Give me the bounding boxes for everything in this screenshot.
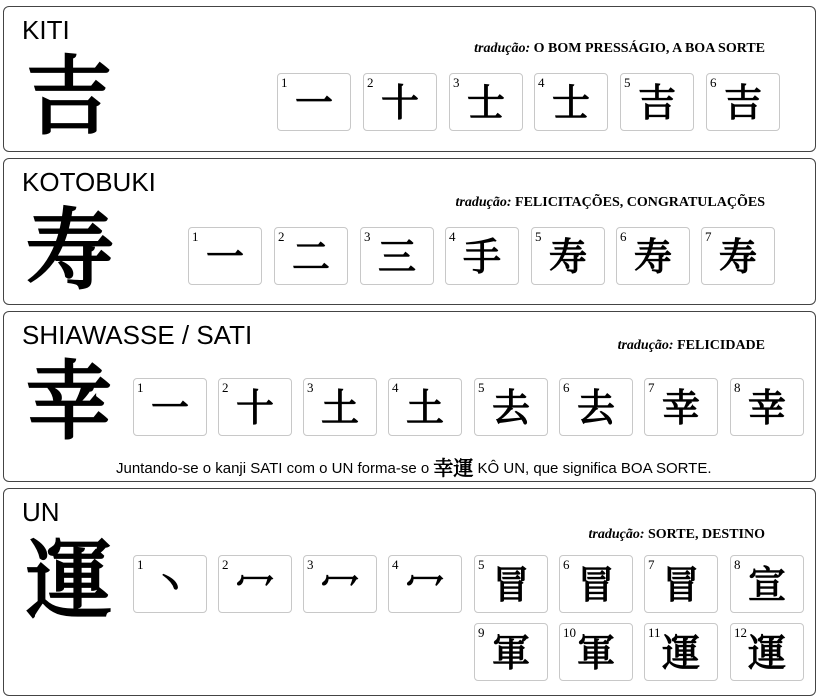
- step-glyph: 士: [466, 81, 505, 125]
- step-number: 6: [620, 229, 627, 244]
- step-number: 4: [392, 557, 399, 572]
- step-glyph: 一: [294, 81, 333, 125]
- stroke-step: [620, 73, 694, 131]
- step-glyph: 一: [205, 235, 244, 279]
- translation: [589, 527, 766, 543]
- stroke-step: [474, 623, 548, 681]
- translation-label: tradução:: [588, 527, 645, 542]
- stroke-step: [474, 555, 548, 613]
- stroke-step: [559, 623, 633, 681]
- translation: [618, 338, 765, 354]
- step-number: 1: [137, 557, 144, 572]
- panel-title: SHIAWASSE / SATI: [22, 320, 253, 350]
- stroke-step: [616, 227, 690, 285]
- stroke-step: [133, 555, 207, 613]
- step-glyph: 士: [551, 81, 590, 125]
- step-glyph: 去: [576, 386, 615, 430]
- step-glyph: 一: [150, 386, 189, 430]
- step-glyph: 手: [462, 235, 501, 279]
- translation-text: FELICIDADE: [677, 338, 765, 353]
- kanji-large: 運: [26, 531, 112, 631]
- note-kanji: 幸運: [433, 458, 474, 480]
- step-glyph: 軍: [491, 631, 530, 675]
- step-glyph: 土: [405, 386, 444, 430]
- stroke-step: [474, 378, 548, 436]
- step-glyph: 冒: [491, 563, 530, 607]
- step-glyph: 冒: [661, 563, 700, 607]
- stroke-step: [644, 378, 718, 436]
- step-glyph: 冖: [320, 563, 359, 607]
- translation: [474, 41, 765, 57]
- stroke-step: [388, 378, 462, 436]
- step-number: 3: [307, 380, 314, 395]
- note-text-after: KÔ UN, que significa BOA SORTE.: [477, 460, 712, 477]
- step-number: 2: [222, 380, 229, 395]
- step-number: 7: [648, 557, 655, 572]
- stroke-step: [218, 378, 292, 436]
- step-number: 5: [624, 75, 631, 90]
- step-number: 10: [563, 625, 576, 640]
- stroke-step: [133, 378, 207, 436]
- step-glyph: 去: [491, 386, 530, 430]
- stroke-step: [531, 227, 605, 285]
- kanji-large: 寿: [26, 199, 115, 302]
- step-glyph: 冒: [576, 563, 615, 607]
- stroke-step: [730, 378, 804, 436]
- step-glyph: 十: [235, 386, 274, 430]
- kanji-large: 幸: [26, 352, 112, 452]
- panel-title: UN: [22, 497, 60, 527]
- stroke-step: [701, 227, 775, 285]
- step-number: 9: [478, 625, 485, 640]
- stroke-step: [644, 623, 718, 681]
- translation-text: FELICITAÇÕES, CONGRATULAÇÕES: [515, 195, 765, 210]
- step-number: 5: [478, 557, 485, 572]
- step-number: 6: [710, 75, 717, 90]
- panel-title: KITI: [22, 15, 70, 45]
- step-number: 2: [367, 75, 374, 90]
- translation-label: tradução:: [617, 338, 674, 353]
- step-glyph: 三: [377, 235, 416, 279]
- stroke-step: [449, 73, 523, 131]
- step-number: 11: [648, 625, 661, 640]
- translation-label: tradução:: [474, 41, 531, 56]
- step-number: 7: [705, 229, 712, 244]
- step-glyph: 丶: [150, 563, 189, 607]
- step-number: 3: [453, 75, 460, 90]
- step-number: 1: [137, 380, 144, 395]
- step-number: 7: [648, 380, 655, 395]
- kanji-large: 吉: [26, 47, 112, 147]
- panel-un: [3, 488, 816, 696]
- stroke-step: [445, 227, 519, 285]
- step-number: 3: [307, 557, 314, 572]
- step-glyph: 土: [320, 386, 359, 430]
- step-number: 1: [281, 75, 288, 90]
- stroke-step: [706, 73, 780, 131]
- panel-kotobuki: [3, 158, 816, 305]
- note-text-before: Juntando-se o kanji SATI com o UN forma-se o: [116, 460, 430, 477]
- stroke-step: [360, 227, 434, 285]
- stroke-step: [644, 555, 718, 613]
- step-number: 6: [563, 557, 570, 572]
- step-glyph: 運: [747, 631, 786, 675]
- step-glyph: 寿: [633, 235, 672, 279]
- step-glyph: 二: [291, 235, 330, 279]
- step-glyph: 十: [380, 81, 419, 125]
- step-glyph: 幸: [747, 386, 786, 430]
- stroke-step: [218, 555, 292, 613]
- translation-label: tradução:: [455, 195, 512, 210]
- stroke-step: [274, 227, 348, 285]
- step-glyph: 冖: [405, 563, 444, 607]
- panel-title: KOTOBUKI: [22, 167, 156, 197]
- step-number: 4: [538, 75, 545, 90]
- panel-kiti: [3, 6, 816, 152]
- stroke-step: [534, 73, 608, 131]
- step-number: 1: [192, 229, 199, 244]
- stroke-step: [188, 227, 262, 285]
- stroke-step: [303, 378, 377, 436]
- stroke-step: [730, 555, 804, 613]
- step-glyph: 幸: [661, 386, 700, 430]
- stroke-step: [277, 73, 351, 131]
- note: [116, 452, 712, 481]
- stroke-step: [559, 378, 633, 436]
- stroke-step: [559, 555, 633, 613]
- step-number: 8: [734, 380, 741, 395]
- step-number: 12: [734, 625, 747, 640]
- step-number: 2: [278, 229, 285, 244]
- step-number: 4: [449, 229, 456, 244]
- panel-sati: [3, 311, 816, 482]
- step-glyph: 寿: [718, 235, 757, 279]
- step-number: 2: [222, 557, 229, 572]
- step-glyph: 冖: [235, 563, 274, 607]
- stroke-step: [388, 555, 462, 613]
- step-number: 5: [535, 229, 542, 244]
- stroke-step: [730, 623, 804, 681]
- step-glyph: 軍: [576, 631, 615, 675]
- step-number: 4: [392, 380, 399, 395]
- translation: [456, 195, 765, 211]
- stroke-step: [303, 555, 377, 613]
- stroke-step: [363, 73, 437, 131]
- step-glyph: 宣: [747, 563, 786, 607]
- translation-text: O BOM PRESSÁGIO, A BOA SORTE: [533, 41, 765, 56]
- step-number: 5: [478, 380, 485, 395]
- step-glyph: 運: [661, 631, 700, 675]
- step-number: 8: [734, 557, 741, 572]
- step-glyph: 吉: [723, 81, 762, 125]
- step-number: 3: [364, 229, 371, 244]
- step-glyph: 吉: [637, 81, 676, 125]
- step-number: 6: [563, 380, 570, 395]
- translation-text: SORTE, DESTINO: [648, 527, 765, 542]
- step-glyph: 寿: [548, 235, 587, 279]
